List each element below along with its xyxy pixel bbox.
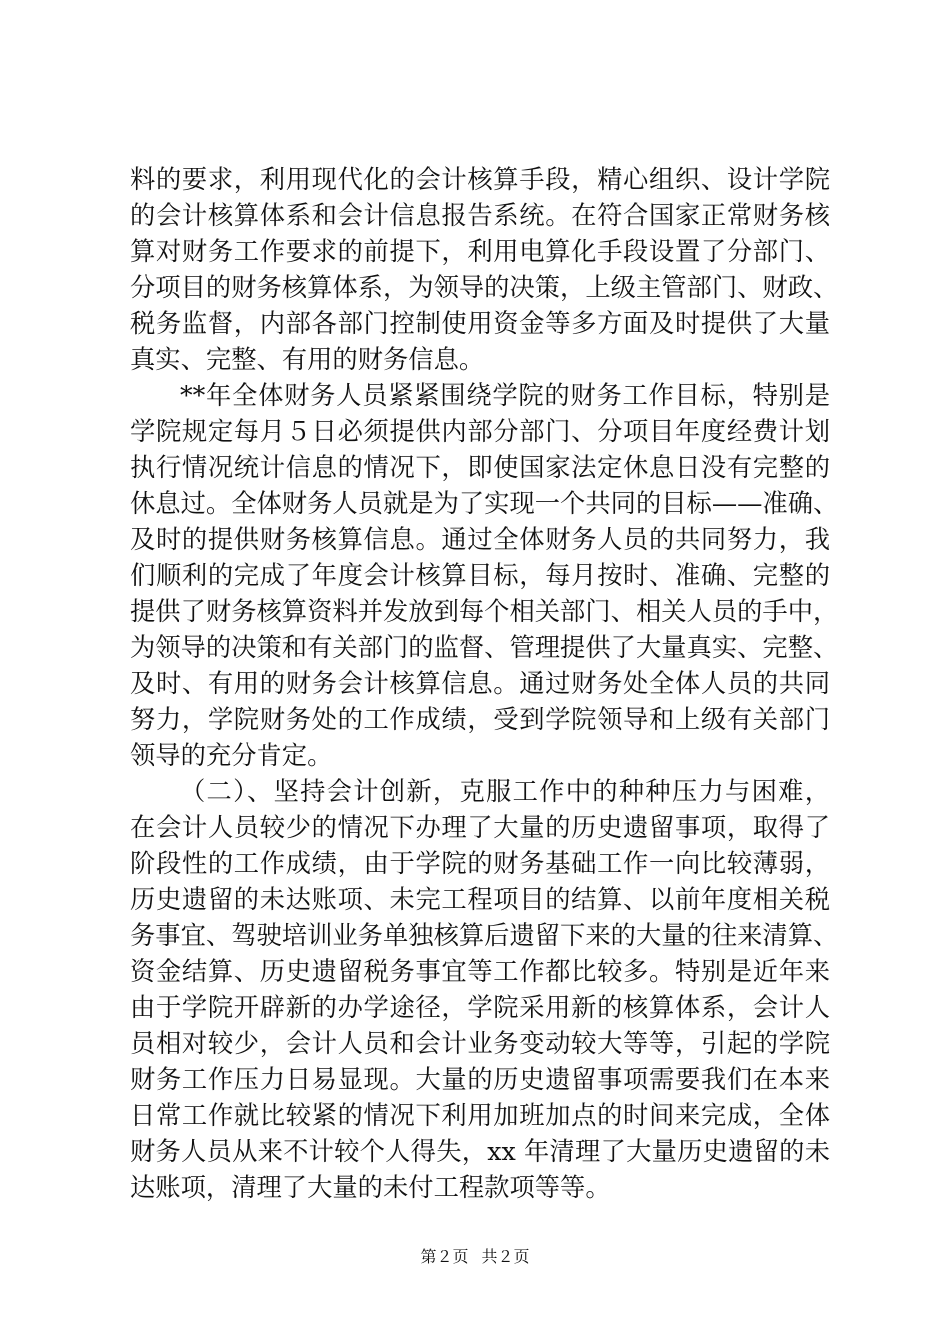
text-line: 们顺利的完成了年度会计核算目标，每月按时、准确、完整的 (130, 561, 830, 590)
text-line: **年全体财务人员紧紧围绕学院的财务工作目标，特别是 (180, 381, 830, 410)
text-line: 的会计核算体系和会计信息报告系统。在符合国家正常财务核 (130, 201, 830, 230)
text-line: 努力，学院财务处的工作成绩，受到学院领导和上级有关部门 (130, 705, 830, 734)
text-line: 及时的提供财务核算信息。通过全体财务人员的共同努力，我 (130, 525, 830, 554)
page-number: 第２页 (420, 1247, 469, 1266)
text-line: 料的要求，利用现代化的会计核算手段，精心组织、设计学院 (130, 165, 830, 194)
page-footer (0, 1247, 950, 1267)
text-line: 分项目的财务核算体系，为领导的决策，上级主管部门、财政、 (130, 273, 839, 302)
text-line: 阶段性的工作成绩，由于学院的财务基础工作一向比较薄弱， (130, 849, 830, 878)
text-line: 算对财务工作要求的前提下，利用电算化手段设置了分部门、 (130, 237, 830, 266)
text-line: 由于学院开辟新的办学途径，学院采用新的核算体系，会计人 (130, 993, 830, 1022)
text-line: 领导的充分肯定。 (130, 741, 333, 770)
text-line: 在会计人员较少的情况下办理了大量的历史遗留事项，取得了 (130, 813, 830, 842)
text-line: 提供了财务核算资料并发放到每个相关部门、相关人员的手中， (130, 597, 839, 626)
text-line: 休息过。全体财务人员就是为了实现一个共同的目标——准确、 (130, 489, 839, 518)
document-body (130, 162, 839, 1206)
text-line: 为领导的决策和有关部门的监督、管理提供了大量真实、完整、 (130, 633, 839, 662)
text-line: 历史遗留的未达账项、未完工程项目的结算、以前年度相关税 (130, 885, 830, 914)
page-total: 共２页 (481, 1247, 530, 1266)
text-line: 务事宜、驾驶培训业务单独核算后遗留下来的大量的往来清算、 (130, 921, 839, 950)
text-line: 员相对较少，会计人员和会计业务变动较大等等，引起的学院 (130, 1029, 830, 1058)
text-line: 资金结算、历史遗留税务事宜等工作都比较多。特别是近年来 (130, 957, 830, 986)
text-line: 日常工作就比较紧的情况下利用加班加点的时间来完成，全体 (130, 1101, 830, 1130)
text-line: （二）、坚持会计创新，克服工作中的种种压力与困难， (180, 777, 830, 806)
text-line: 财务人员从来不计较个人得失，xx 年清理了大量历史遗留的未 (130, 1137, 830, 1166)
text-line: 财务工作压力日易显现。大量的历史遗留事项需要我们在本来 (130, 1065, 830, 1094)
text-line: 及时、有用的财务会计核算信息。通过财务处全体人员的共同 (130, 669, 830, 698)
text-line: 税务监督，内部各部门控制使用资金等多方面及时提供了大量 (130, 309, 830, 338)
text-line: 执行情况统计信息的情况下，即使国家法定休息日没有完整的 (130, 453, 830, 482)
text-line: 学院规定每月５日必须提供内部分部门、分项目年度经费计划 (130, 417, 830, 446)
text-line: 真实、完整、有用的财务信息。 (130, 345, 485, 374)
text-line: 达账项，清理了大量的未付工程款项等等。 (130, 1173, 611, 1202)
